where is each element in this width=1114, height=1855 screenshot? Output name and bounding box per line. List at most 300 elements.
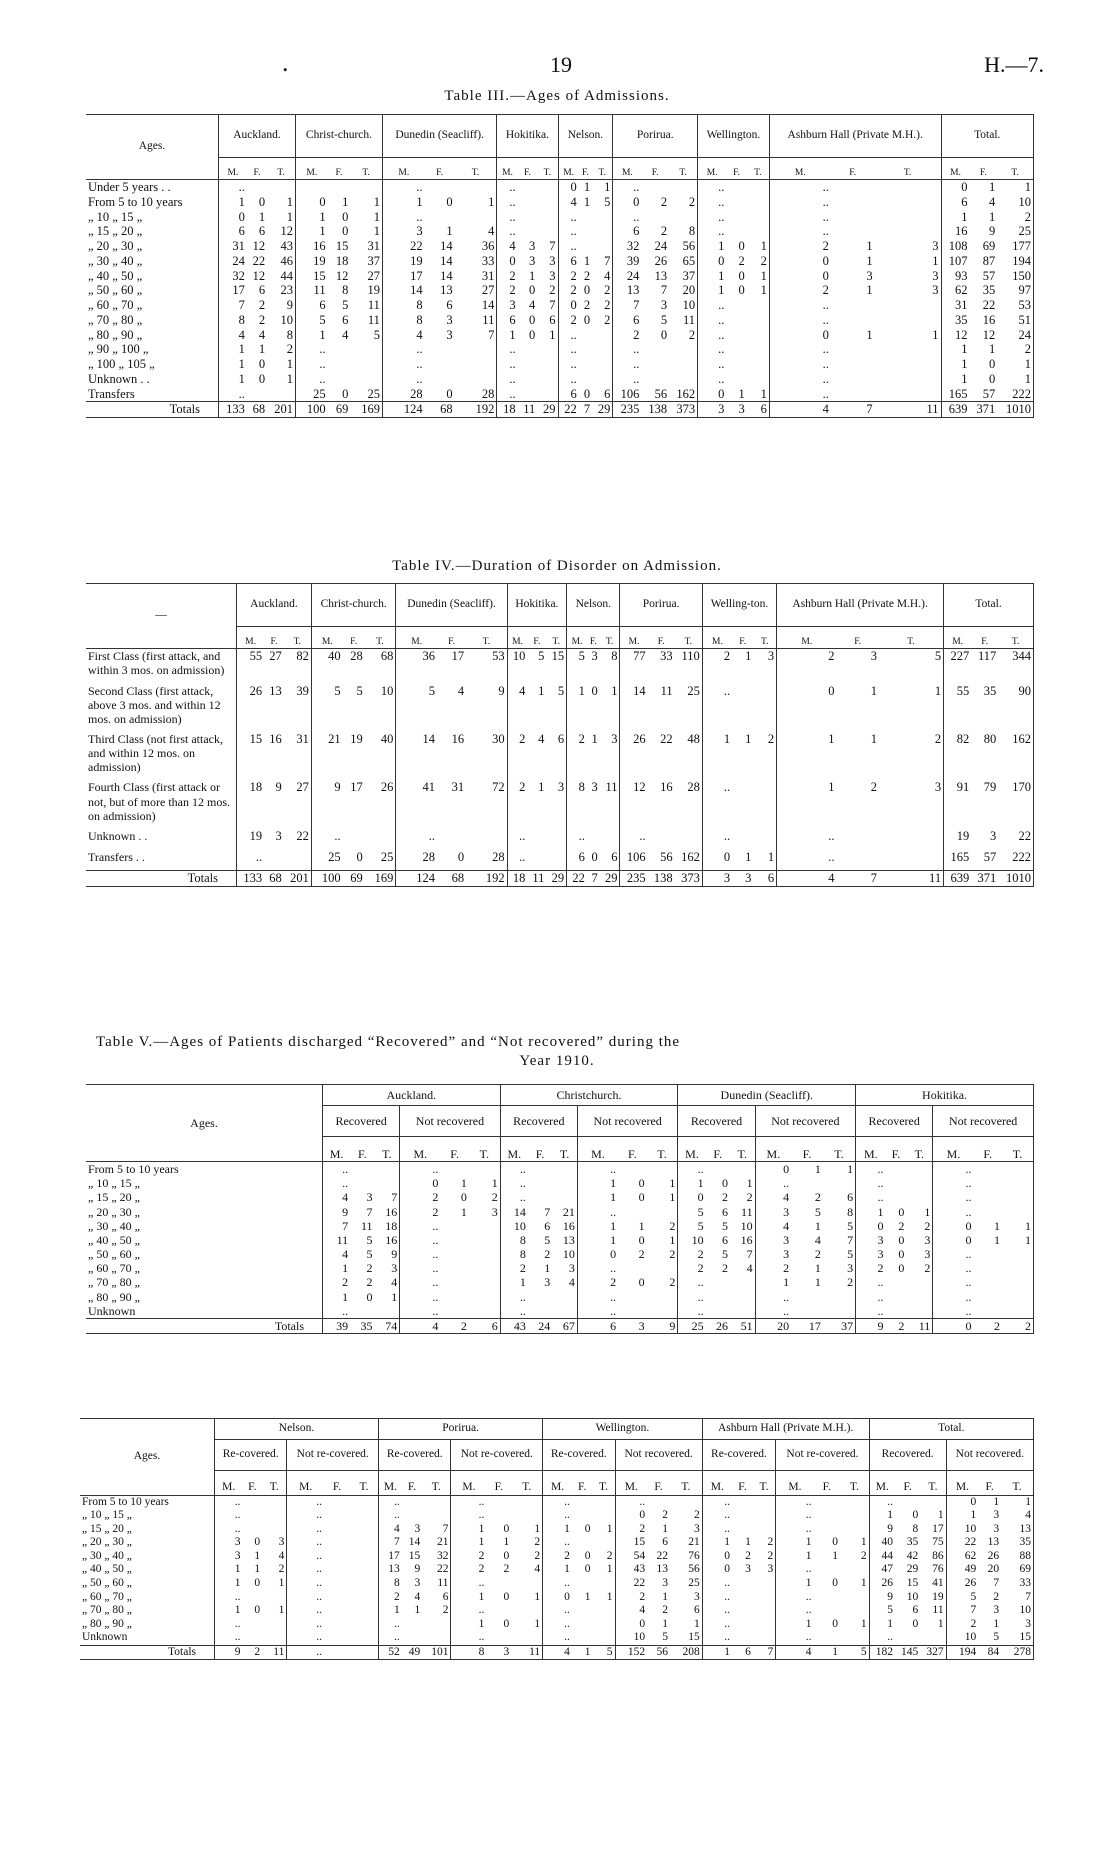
sub-header: F.: [654, 1481, 663, 1493]
table-cell: 1: [254, 1549, 261, 1562]
institution-header: Wellington.: [543, 1419, 703, 1440]
table-cell: 1: [319, 327, 326, 342]
table-cell: [641, 372, 669, 387]
table-cell: 5: [342, 298, 349, 313]
table-cell: 9: [414, 1563, 421, 1576]
totals-cell: 11: [875, 402, 941, 418]
table-cell: 0: [724, 1549, 730, 1562]
table-cell: [402, 1631, 422, 1645]
row-label: „ 80 „ 90 „: [80, 1618, 215, 1632]
table-cell: ..: [478, 1604, 485, 1617]
table-cell: 1: [662, 1590, 669, 1603]
table-row: [80, 1631, 1034, 1645]
table-cell: 3: [275, 828, 282, 843]
table-cell: 2: [753, 732, 776, 780]
institution-header: Porirua.: [620, 584, 702, 627]
table-cell: [753, 1618, 776, 1632]
sub-header: F.: [802, 1147, 812, 1161]
table-cell: [592, 1577, 615, 1591]
table-cell: ..: [877, 1303, 884, 1318]
totals-cell: 7: [583, 402, 591, 417]
table-cell: 0: [718, 386, 725, 401]
table-cell: 1: [647, 1190, 678, 1204]
totals-cell: 6: [747, 402, 770, 418]
table-cell: 2: [432, 1204, 439, 1219]
table-cell: 21: [670, 1536, 702, 1550]
table-cell: 62: [954, 283, 968, 298]
table-cell: 28: [410, 386, 423, 401]
table-cell: [618, 1205, 647, 1219]
table-cell: 2: [993, 1590, 1000, 1603]
table-cell: 12: [267, 224, 295, 239]
totals-cell: 6: [745, 1645, 751, 1658]
totals-cell: 133: [226, 402, 245, 417]
table-cell: [753, 684, 776, 732]
table-cell: 19: [313, 253, 326, 268]
table-cell: 16: [660, 780, 673, 795]
table-cell: [572, 1604, 593, 1618]
totals-cell: 29: [546, 871, 566, 887]
table-cell: 22: [964, 1536, 977, 1549]
table-cell: [730, 1304, 755, 1319]
table-cell: [706, 1162, 730, 1177]
table-cell: ..: [805, 1604, 812, 1617]
table-cell: 1: [592, 180, 613, 195]
table-cell: 1: [238, 357, 245, 372]
table-cell: 6: [823, 1190, 856, 1204]
table-row: [86, 684, 1034, 732]
sub-header: T.: [537, 158, 558, 180]
table-row: [86, 850, 1034, 871]
institution-header: Ashburn Hall (Private M.H.).: [769, 115, 941, 158]
table-cell: [440, 1162, 469, 1177]
table-cell: [572, 1495, 593, 1509]
sub-header: M.: [222, 1481, 236, 1493]
table-row: [86, 372, 1034, 387]
row-label: From 5 to 10 years: [86, 195, 219, 210]
table-cell: 12: [982, 327, 996, 342]
table-cell: [875, 195, 941, 210]
row-label: „ 20 „ 30 „: [86, 239, 219, 254]
sub-header: F.: [335, 168, 343, 178]
table-cell: [675, 829, 703, 850]
table-cell: 2: [814, 1190, 821, 1205]
row-label: Unknown: [86, 1304, 323, 1319]
table-cell: [350, 1550, 379, 1564]
table-cell: 22: [660, 731, 673, 746]
table-cell: [262, 1618, 287, 1632]
table-cell: [324, 1591, 350, 1605]
table-cell: 3: [414, 1576, 421, 1589]
table-cell: [328, 372, 351, 387]
table-cell: [726, 372, 746, 387]
table-cell: 22: [284, 829, 312, 850]
table-cell: 27: [455, 283, 497, 298]
table-cell: 1: [814, 1162, 821, 1177]
sub-header: F.: [535, 1147, 545, 1161]
sub-header: T.: [365, 627, 396, 649]
table-cell: 31: [954, 298, 968, 313]
table-cell: 33: [660, 649, 673, 664]
table-cell: 1: [832, 1549, 839, 1562]
row-label: „ 60 „ 70 „: [86, 298, 219, 313]
table-cell: [814, 1509, 840, 1523]
table-cell: [753, 829, 776, 850]
table-cell: [350, 1577, 379, 1591]
table-cell: 2: [509, 283, 516, 298]
table-cell: 108: [948, 239, 968, 254]
table-cell: 12: [954, 327, 968, 342]
table-cell: 3: [875, 239, 941, 254]
table-cell: 10: [906, 1590, 919, 1603]
table-cell: 10: [1001, 1604, 1033, 1618]
totals-cell: 29: [600, 871, 620, 887]
table-cell: 1: [350, 195, 382, 210]
sub-header: F.: [332, 1481, 342, 1493]
table-cell: ..: [610, 1303, 617, 1318]
table-cell: 3: [990, 828, 997, 843]
table-cell: ..: [564, 1495, 570, 1508]
table-cell: 41: [920, 1577, 946, 1591]
table-cell: [875, 313, 941, 328]
table-row: [80, 1604, 1034, 1618]
totals-cell: 3: [745, 871, 752, 886]
table-cell: 117: [977, 649, 997, 664]
group-header: Not recovered: [755, 1106, 856, 1137]
table-cell: 2: [592, 313, 613, 328]
table-cell: 13: [626, 283, 640, 298]
table-cell: [840, 1631, 869, 1645]
table-cell: 14: [410, 283, 423, 298]
group-header: Re-covered.: [379, 1440, 451, 1471]
table-cell: ..: [519, 1162, 526, 1177]
table-cell: 165: [950, 849, 970, 864]
table-cell: ..: [822, 386, 829, 401]
table-cell: 3: [670, 1523, 702, 1537]
table-cell: [469, 1261, 500, 1275]
table-cell: [732, 684, 753, 732]
table-cell: 1: [993, 1617, 1000, 1630]
table-cell: [242, 1631, 262, 1645]
table-cell: [1002, 1290, 1033, 1304]
table-cell: [402, 1618, 422, 1632]
table-cell: 1: [879, 684, 944, 732]
table-cell: ..: [432, 1261, 439, 1276]
table-cell: 26: [654, 253, 668, 268]
table-cell: [552, 1176, 577, 1190]
table-cell: [732, 1509, 753, 1523]
table-cell: [747, 357, 770, 372]
table-cell: 1: [564, 1522, 570, 1535]
table-cell: 1: [970, 1509, 977, 1522]
table-cell: [875, 342, 941, 357]
table-cell: 29: [906, 1563, 919, 1576]
table-cell: ..: [478, 1576, 485, 1589]
table-cell: [670, 1495, 702, 1509]
table-cell: [402, 1509, 422, 1523]
table-cell: 16: [313, 239, 326, 254]
table-cell: [647, 1304, 678, 1319]
table-cell: 1: [238, 342, 245, 357]
table-cell: [920, 1495, 946, 1509]
table-cell: [579, 210, 592, 225]
table-cell: 2: [669, 195, 697, 210]
table-cell: 0: [258, 357, 266, 372]
sub-header: T.: [753, 1471, 776, 1496]
table-cell: 8: [578, 780, 585, 795]
row-label: „ 70 „ 80 „: [86, 1275, 323, 1289]
table-cell: 6: [633, 224, 640, 239]
table-cell: 5: [546, 684, 566, 732]
table-cell: 3: [993, 1522, 1000, 1535]
table-cell: 3: [906, 1233, 932, 1247]
table-cell: [906, 1162, 932, 1177]
table-cell: 0: [457, 849, 465, 864]
table-cell: 0: [898, 1204, 905, 1219]
table-cell: 8: [267, 328, 295, 343]
table-row: [86, 313, 1034, 328]
table-cell: ..: [334, 828, 341, 843]
totals-cell: 84: [987, 1645, 1000, 1658]
table-cell: 2: [997, 342, 1033, 357]
table-row: [86, 328, 1034, 343]
table-cell: ..: [633, 180, 640, 195]
table-cell: 33: [1001, 1577, 1033, 1591]
table-cell: 4: [1001, 1509, 1033, 1523]
table-cell: 194: [997, 254, 1033, 269]
table-cell: 4: [457, 683, 465, 698]
table-cell: 1: [584, 1590, 591, 1603]
table-cell: [422, 1618, 451, 1632]
table-cell: [537, 387, 558, 402]
table-cell: 0: [254, 1576, 261, 1589]
table-cell: [747, 298, 770, 313]
table-cell: 0: [639, 1617, 646, 1630]
table-cell: 6: [258, 224, 266, 239]
table-cell: 0: [446, 194, 453, 209]
table-row: [80, 1618, 1034, 1632]
table-cell: 107: [948, 253, 968, 268]
totals-cell: 152: [627, 1645, 646, 1658]
table-cell: 1: [469, 1176, 500, 1190]
sub-header: T.: [879, 627, 944, 649]
table-cell: 4: [394, 1522, 400, 1535]
table-cell: 0: [583, 283, 591, 298]
table-cell: 7: [970, 1604, 977, 1617]
table-cell: [247, 387, 267, 402]
table-cell: 3: [546, 780, 566, 828]
table-cell: 25: [997, 224, 1033, 239]
table-cell: [1002, 1261, 1033, 1275]
table-cell: 24: [654, 239, 668, 254]
table-cell: 6: [592, 387, 613, 402]
sub-header: T.: [906, 1137, 932, 1162]
group-header: Recovered: [856, 1106, 933, 1137]
table-cell: 25: [675, 684, 703, 732]
sub-header: F.: [849, 168, 857, 178]
table-cell: [1002, 1247, 1033, 1261]
table-cell: 11: [730, 1205, 755, 1219]
sub-header: T.: [422, 1471, 451, 1496]
table-cell: 1: [267, 372, 295, 387]
table-cell: 3: [528, 253, 536, 268]
table-cell: [732, 1591, 753, 1605]
table-cell: ..: [822, 342, 829, 357]
sub-header: M.: [512, 637, 523, 647]
totals-cell: 11: [879, 871, 944, 887]
table-cell: 37: [350, 254, 382, 269]
table-cell: ..: [783, 1303, 790, 1318]
table-cell: [262, 1523, 287, 1537]
table-cell: 1: [920, 1618, 946, 1632]
table-cell: 7: [422, 1523, 451, 1537]
table-cell: [425, 210, 455, 225]
table-cell: [906, 1275, 932, 1289]
table-cell: 3: [993, 1509, 1000, 1522]
table-cell: 56: [670, 1563, 702, 1577]
totals-cell: 2: [898, 1318, 905, 1333]
table-cell: 15: [906, 1576, 919, 1589]
table-cell: 44: [881, 1549, 893, 1562]
table-cell: [350, 1176, 374, 1190]
table-cell: 1: [319, 209, 326, 224]
table3-ages-of-admissions: [86, 114, 1034, 418]
table-cell: 9: [989, 224, 996, 239]
table-cell: 44: [267, 269, 295, 284]
sub-header: T.: [469, 1137, 500, 1162]
table-cell: [365, 829, 396, 850]
table-cell: 87: [982, 253, 996, 268]
table-cell: 2: [258, 312, 266, 327]
table-cell: [572, 1509, 593, 1523]
table-cell: 0: [633, 194, 640, 209]
row-label: „ 15 „ 20 „: [86, 224, 219, 239]
table-cell: 0: [584, 1563, 591, 1576]
table-cell: ..: [316, 1617, 322, 1630]
table-cell: [974, 1162, 1003, 1177]
row-label: „ 60 „ 70 „: [80, 1591, 215, 1605]
document-code: H.—7.: [984, 52, 1044, 77]
sub-header: T.: [875, 158, 941, 180]
totals-cell: 4: [822, 402, 829, 417]
totals-cell: 35: [360, 1318, 373, 1333]
table-row: [86, 269, 1034, 284]
table-cell: ..: [570, 327, 577, 342]
table-row: [86, 254, 1034, 269]
table-cell: 11: [336, 1232, 349, 1247]
sub-header: M.: [710, 1481, 724, 1493]
table-cell: ..: [416, 342, 423, 357]
table-cell: [511, 1631, 542, 1645]
table-cell: 1: [578, 683, 585, 698]
table-cell: [267, 180, 295, 195]
table-cell: [440, 1233, 469, 1247]
totals-cell: 3: [738, 402, 745, 417]
table-cell: 9: [275, 780, 282, 795]
table-cell: ..: [319, 371, 326, 386]
table-cell: 3: [446, 327, 453, 342]
table-cell: 2: [519, 1261, 526, 1276]
table-cell: 1: [416, 194, 423, 209]
table-cell: ..: [718, 327, 725, 342]
totals-cell: 11: [523, 402, 536, 417]
table-cell: 3: [416, 224, 423, 239]
table-cell: [440, 1219, 469, 1233]
table-cell: [641, 342, 669, 357]
table-cell: 1: [234, 1576, 241, 1589]
table-cell: 2: [638, 1247, 645, 1262]
table-cell: ..: [564, 1509, 570, 1522]
table-cell: [618, 1261, 647, 1275]
table-cell: ..: [965, 1247, 972, 1262]
table-cell: 0: [446, 386, 453, 401]
row-label: „ 10 „ 15 „: [80, 1509, 215, 1523]
table-cell: 177: [997, 239, 1033, 254]
table-cell: 13: [987, 1536, 1000, 1549]
sub-header: M.: [624, 1481, 638, 1493]
table-cell: 40: [328, 649, 341, 664]
table-cell: 1: [783, 1275, 790, 1290]
sub-header: M.: [788, 1481, 802, 1493]
totals-cell: 235: [626, 871, 646, 886]
table-cell: 5: [823, 1247, 856, 1261]
table-cell: [440, 1247, 469, 1261]
table-row: [80, 1536, 1034, 1550]
sub-header: T.: [647, 1137, 678, 1162]
table-cell: ..: [697, 1162, 704, 1177]
table-cell: ..: [238, 180, 245, 195]
table-cell: 3: [877, 1232, 884, 1247]
table-cell: 2: [422, 1604, 451, 1618]
table-cell: 2: [267, 342, 295, 357]
table-cell: 47: [881, 1563, 893, 1576]
table-cell: [1002, 1176, 1033, 1190]
table-cell: 43: [633, 1563, 646, 1576]
totals-cell: 1: [832, 1645, 839, 1658]
table-cell: [885, 1275, 906, 1289]
table-cell: 2: [647, 1219, 678, 1233]
table-cell: 2: [660, 224, 668, 239]
totals-cell: 11: [511, 1645, 542, 1660]
table-cell: 35: [982, 283, 996, 298]
table-cell: [284, 850, 312, 871]
table-cell: 16: [730, 1233, 755, 1247]
table-cell: 11: [350, 298, 382, 313]
table-cell: 6: [509, 312, 516, 327]
table-cell: 1: [747, 269, 770, 284]
table-cell: 165: [948, 386, 968, 401]
table-cell: 1: [258, 342, 266, 357]
table-cell: 1: [262, 1604, 287, 1618]
table-cell: [375, 1176, 400, 1190]
table-row: [86, 387, 1034, 402]
table-cell: 162: [675, 850, 703, 871]
table-cell: 2: [478, 1563, 485, 1576]
table-cell: 0: [583, 386, 591, 401]
institution-header: Christchurch.: [500, 1085, 678, 1106]
totals-cell: 9: [234, 1645, 241, 1658]
table-cell: 1: [342, 194, 349, 209]
sub-header: T.: [753, 627, 776, 649]
table-cell: ..: [805, 1563, 812, 1576]
totals-cell: 101: [422, 1645, 451, 1660]
table-cell: [469, 1219, 500, 1233]
row-label: „ 50 „ 60 „: [86, 283, 219, 298]
table-cell: 1: [961, 357, 968, 372]
table-cell: ..: [822, 371, 829, 386]
table-cell: [425, 372, 455, 387]
table-cell: [328, 180, 351, 195]
